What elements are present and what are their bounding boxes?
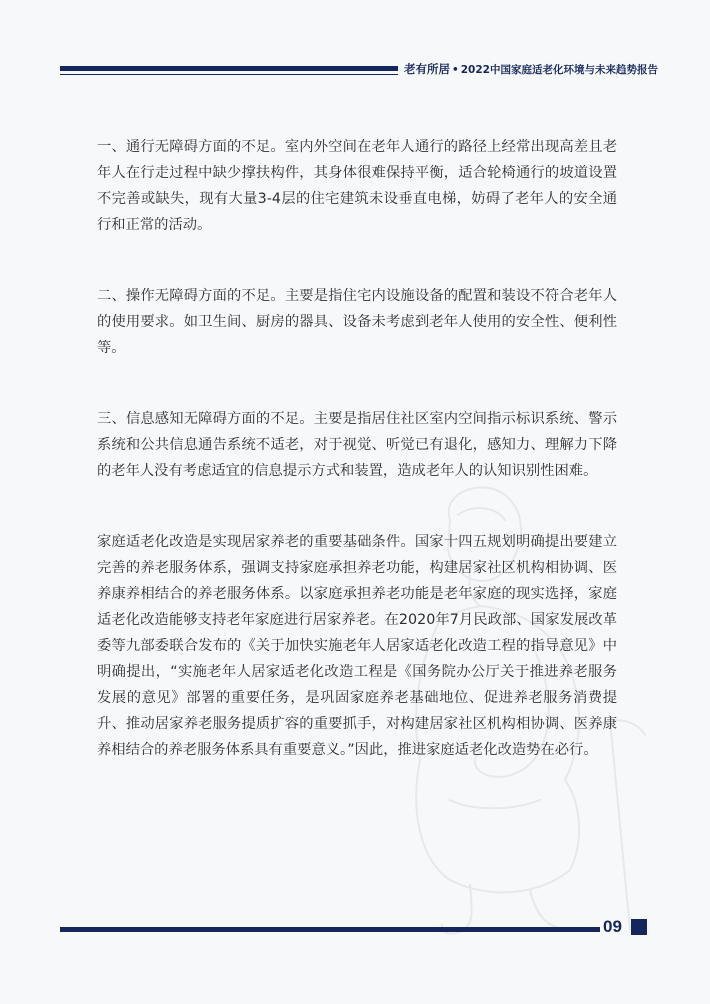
paragraph-operation-accessibility: 二、操作无障碍方面的不足。主要是指住宅内设施设备的配置和装设不符合老年人的使用要求。如卫生间、厨房的器具、设备未考虑到老年人使用的安全性、便利性等。 (97, 288, 617, 356)
header-report-title: 2022中国家庭适老化环境与未来趋势报告 (460, 64, 658, 76)
running-header (404, 60, 658, 78)
header-rule-thin (60, 74, 398, 75)
paragraph-home-adaptation: 家庭适老化改造是实现居家养老的重要基础条件。国家十四五规划明确提出要建立完善的养老服务体系，强调支持家庭承担养老功能，构建居家社区机构相协调、医养康养相结合的养老服务体系。以家庭承担养老功能是老年家庭的现实选择，家庭适老化改造能够支持老年家庭进行居家养老。在2020年7月民政部、国家发展改革委等九部委联合发布的《关于加快实施老年人居家适老化改造工程的指导意见》中明确提出，“实施老年人居家适老化改造工程是《国务院办公厅关于推进养老服务发展的意见》部署的重要任务，是巩固家庭养老基础地位、促进养老服务消费提升、推动居家养老服务提质扩容的重要抓手，对构建居家社区机构相协调、医养康养相结合的养老服务体系具有重要意义。”因此，推进家庭适老化改造势在必行。 (97, 534, 617, 758)
footer-rule (60, 927, 600, 932)
page-number-square-icon (631, 919, 647, 935)
body-text (97, 134, 617, 763)
paragraph-passage-accessibility: 一、通行无障碍方面的不足。室内外空间在老年人通行的路径上经常出现高差且老年人在行走过程中缺少撑扶构件，其身体很难保持平衡，适合轮椅通行的坡道设置不完善或缺失，现有大量3-4层的住宅建筑未设垂直电梯，妨碍了老年人的安全通行和正常的活动。 (97, 139, 617, 233)
header-rule (60, 66, 398, 71)
page-number: 09 (603, 917, 622, 936)
header-brand: 老有所居 (404, 62, 450, 76)
header-separator: • (452, 64, 459, 76)
paragraph-information-accessibility: 三、信息感知无障碍方面的不足。主要是指居住社区室内空间指示标识系统、警示系统和公共信息通告系统不适老，对于视觉、听觉已有退化，感知力、理解力下降的老年人没有考虑适宜的信息提示方式和装置，造成老年人的认知识别性困难。 (97, 411, 617, 479)
